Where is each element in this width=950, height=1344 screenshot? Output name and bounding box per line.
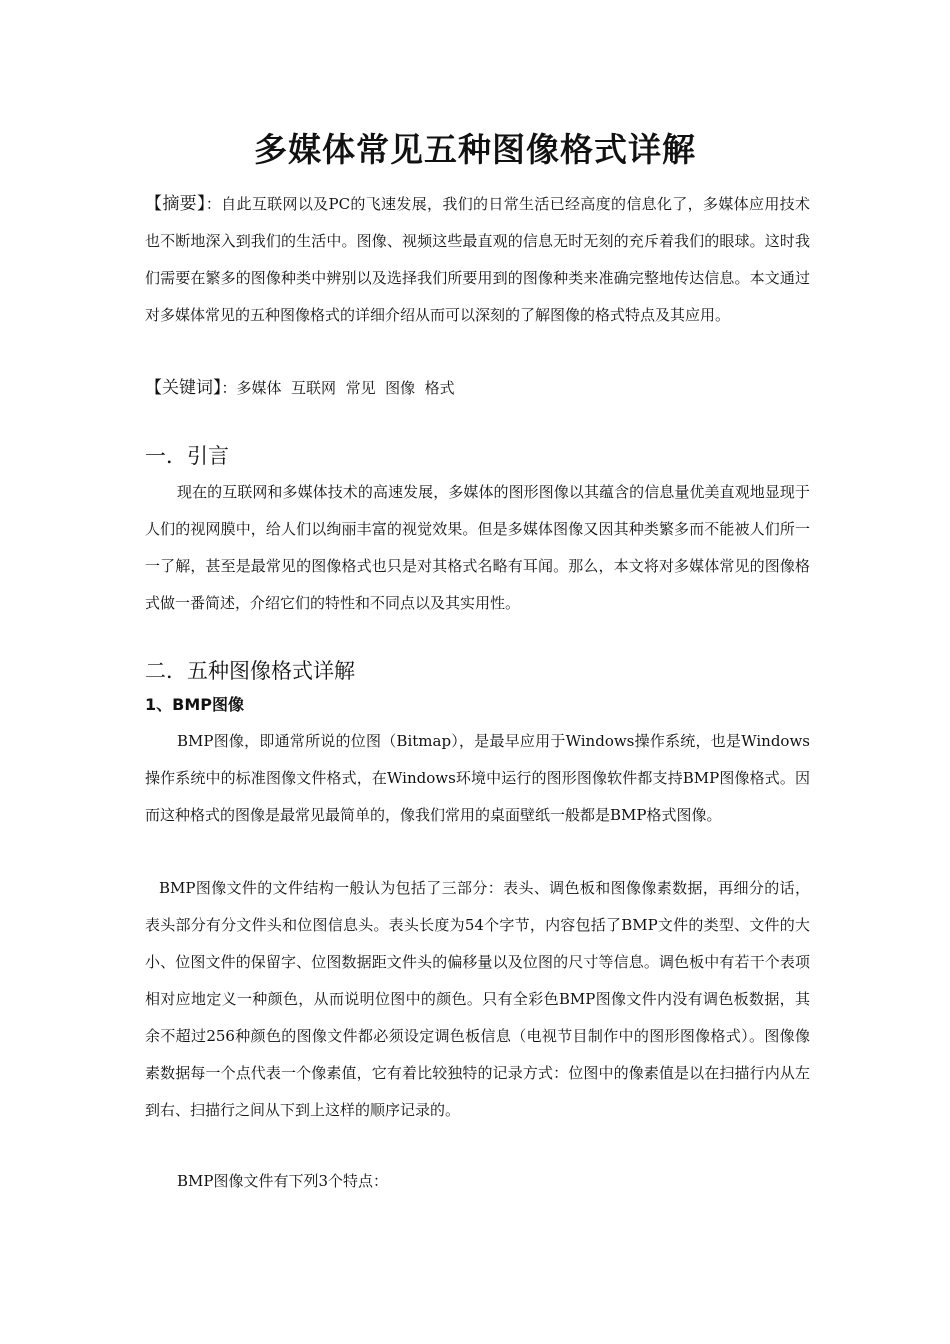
document-title: 多媒体常见五种图像格式详解 — [254, 130, 696, 169]
keywords-text: ：多媒体 互联网 常见 图像 格式 — [221, 379, 455, 397]
keywords-tag: 【关键词】 — [145, 378, 222, 398]
subheading-bmp: 1、BMP图像 — [145, 695, 244, 714]
abstract-paragraph — [145, 186, 810, 334]
bmp-paragraph-1: BMP图像，即通常所说的位图（Bitmap），是最早应用于Windows操作系统，也是Windows操作系统中的标准图像文件格式，在Windows环境中运行的图形图像软件都支持BMP图像格式。因而这种格式的图像是最常见最简单的，像我们常用的桌面壁纸一般都是BMP格式图像。 — [145, 732, 810, 824]
bmp-paragraph-3: BMP图像文件有下列3个特点： — [177, 1172, 389, 1190]
abstract-tag: 【摘要】 — [145, 194, 206, 214]
abstract-text: ：自此互联网以及PC的飞速发展，我们的日常生活已经高度的信息化了，多媒体应用技术也不断地深入到我们的生活中。图像、视频这些最直观的信息无时无刻的充斥着我们的眼球。这时我们需要在繁多的图像种类中辨别以及选择我们所要用到的图像种类来准确完整地传达信息。本文通过对多媒体常见的五种图像格式的详细介绍从而可以深刻的了解图像的格式特点及其应用。 — [145, 195, 810, 324]
section-heading-formats: 二．五种图像格式详解 — [145, 659, 355, 683]
introduction-paragraph: 现在的互联网和多媒体技术的高速发展，多媒体的图形图像以其蕴含的信息量优美直观地显现于人们的视网膜中，给人们以绚丽丰富的视觉效果。但是多媒体图像又因其种类繁多而不能被人们所一一了解，甚至是最常见的图像格式也只是对其格式名略有耳闻。那么，本文将对多媒体常见的图像格式做一番简述，介绍它们的特性和不同点以及其实用性。 — [145, 483, 810, 612]
section-heading-introduction: 一．引言 — [145, 444, 229, 468]
keywords-line — [145, 370, 810, 407]
bmp-paragraph-2: BMP图像文件的文件结构一般认为包括了三部分：表头、调色板和图像像素数据，再细分的话，表头部分有分文件头和位图信息头。表头长度为54个字节，内容包括了BMP文件的类型、文件的大小、位图文件的保留字、位图数据距文件头的偏移量以及位图的尺寸等信息。调色板中有若干个表项相对应地定义一种颜色，从而说明位图中的颜色。只有全彩色BMP图像文件内没有调色板数据，其余不超过256种颜色的图像文件都必须设定调色板信息（电视节目制作中的图形图像格式）。图像像素数据每一个点代表一个像素值，它有着比较独特的记录方式：位图中的像素值是以在扫描行内从左到右、扫描行之间从下到上这样的顺序记录的。 — [145, 879, 810, 1119]
